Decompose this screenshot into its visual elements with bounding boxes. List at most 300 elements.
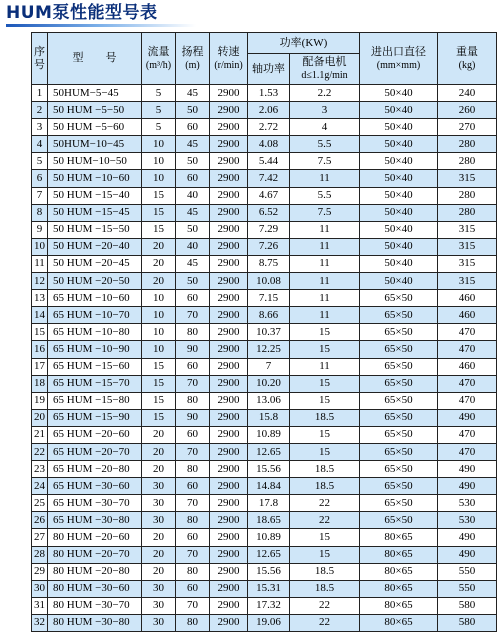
motor-cell: 22 [290, 495, 360, 512]
model-cell: 50 HUM −20−40 [48, 238, 142, 255]
shaft-power-cell: 19.06 [248, 614, 290, 631]
shaft-power-cell: 10.89 [248, 426, 290, 443]
table-row [32, 614, 497, 631]
seq-cell: 14 [32, 307, 48, 324]
table-row [32, 170, 497, 187]
weight-cell: 270 [438, 119, 497, 136]
shaft-power-cell: 2.06 [248, 102, 290, 119]
speed-cell: 2900 [210, 375, 248, 392]
seq-cell: 20 [32, 409, 48, 426]
weight-cell: 315 [438, 170, 497, 187]
table-row [32, 597, 497, 614]
speed-cell: 2900 [210, 597, 248, 614]
seq-cell: 31 [32, 597, 48, 614]
table-row [32, 443, 497, 460]
table-row [32, 221, 497, 238]
motor-cell: 18.5 [290, 461, 360, 478]
model-cell: 65 HUM −10−80 [48, 324, 142, 341]
diameter-cell: 50×40 [360, 136, 438, 153]
model-cell: 50HUM−10−45 [48, 136, 142, 153]
seq-cell: 5 [32, 153, 48, 170]
flow-cell: 30 [142, 580, 176, 597]
diameter-cell: 65×50 [360, 307, 438, 324]
motor-cell: 15 [290, 546, 360, 563]
shaft-power-cell: 4.08 [248, 136, 290, 153]
flow-cell: 10 [142, 170, 176, 187]
weight-cell: 315 [438, 273, 497, 290]
head-cell: 80 [176, 512, 210, 529]
table-row [32, 238, 497, 255]
motor-cell: 15 [290, 392, 360, 409]
seq-cell: 29 [32, 563, 48, 580]
shaft-power-cell: 15.8 [248, 409, 290, 426]
weight-cell: 490 [438, 529, 497, 546]
diameter-cell: 65×50 [360, 443, 438, 460]
model-cell: 50 HUM −15−50 [48, 221, 142, 238]
model-cell: 65 HUM −15−90 [48, 409, 142, 426]
seq-cell: 12 [32, 273, 48, 290]
seq-cell: 11 [32, 255, 48, 272]
table-row [32, 187, 497, 204]
diameter-cell: 50×40 [360, 221, 438, 238]
title-underline [6, 24, 196, 27]
seq-cell: 1 [32, 85, 48, 102]
header-motor: 配备电机 d≤1.1g/min [290, 54, 360, 85]
model-cell: 50 HUM−10−50 [48, 153, 142, 170]
shaft-power-cell: 7.26 [248, 238, 290, 255]
flow-cell: 20 [142, 563, 176, 580]
model-cell: 80 HUM −20−70 [48, 546, 142, 563]
flow-cell: 5 [142, 102, 176, 119]
table-row [32, 409, 497, 426]
shaft-power-cell: 10.37 [248, 324, 290, 341]
table-row [32, 341, 497, 358]
motor-cell: 15 [290, 375, 360, 392]
head-cell: 90 [176, 409, 210, 426]
flow-cell: 30 [142, 495, 176, 512]
seq-cell: 32 [32, 614, 48, 631]
model-cell: 65 HUM −15−70 [48, 375, 142, 392]
motor-cell: 11 [290, 290, 360, 307]
seq-cell: 17 [32, 358, 48, 375]
motor-cell: 5.5 [290, 136, 360, 153]
model-cell: 65 HUM −10−70 [48, 307, 142, 324]
table-row [32, 512, 497, 529]
motor-cell: 15 [290, 341, 360, 358]
model-cell: 80 HUM −30−60 [48, 580, 142, 597]
table-row [32, 546, 497, 563]
speed-cell: 2900 [210, 563, 248, 580]
header-speed: 转速 (r/min) [210, 33, 248, 85]
head-cell: 70 [176, 307, 210, 324]
weight-cell: 490 [438, 546, 497, 563]
seq-cell: 25 [32, 495, 48, 512]
speed-cell: 2900 [210, 324, 248, 341]
model-cell: 65 HUM −30−60 [48, 478, 142, 495]
model-cell: 65 HUM −15−60 [48, 358, 142, 375]
speed-cell: 2900 [210, 580, 248, 597]
table-row [32, 102, 497, 119]
flow-cell: 20 [142, 238, 176, 255]
weight-cell: 470 [438, 324, 497, 341]
seq-cell: 9 [32, 221, 48, 238]
speed-cell: 2900 [210, 255, 248, 272]
shaft-power-cell: 6.52 [248, 204, 290, 221]
motor-cell: 11 [290, 307, 360, 324]
seq-cell: 4 [32, 136, 48, 153]
weight-cell: 580 [438, 614, 497, 631]
flow-cell: 10 [142, 307, 176, 324]
table-row [32, 273, 497, 290]
seq-cell: 27 [32, 529, 48, 546]
flow-cell: 30 [142, 478, 176, 495]
head-cell: 60 [176, 170, 210, 187]
flow-cell: 10 [142, 153, 176, 170]
diameter-cell: 65×50 [360, 341, 438, 358]
weight-cell: 530 [438, 512, 497, 529]
seq-cell: 8 [32, 204, 48, 221]
speed-cell: 2900 [210, 614, 248, 631]
table-row [32, 426, 497, 443]
model-cell: 80 HUM −30−70 [48, 597, 142, 614]
model-cell: 50 HUM −5−60 [48, 119, 142, 136]
speed-cell: 2900 [210, 119, 248, 136]
diameter-cell: 65×50 [360, 495, 438, 512]
flow-cell: 15 [142, 392, 176, 409]
model-cell: 50 HUM −20−45 [48, 255, 142, 272]
head-cell: 70 [176, 546, 210, 563]
diameter-cell: 50×40 [360, 153, 438, 170]
table-row [32, 290, 497, 307]
head-cell: 45 [176, 204, 210, 221]
weight-cell: 460 [438, 358, 497, 375]
shaft-power-cell: 10.20 [248, 375, 290, 392]
model-cell: 50HUM−5−45 [48, 85, 142, 102]
model-cell: 65 HUM −10−60 [48, 290, 142, 307]
diameter-cell: 50×40 [360, 187, 438, 204]
table-row [32, 324, 497, 341]
diameter-cell: 65×50 [360, 290, 438, 307]
header-flow: 流量 (m³/h) [142, 33, 176, 85]
weight-cell: 490 [438, 461, 497, 478]
model-cell: 80 HUM −20−60 [48, 529, 142, 546]
seq-cell: 19 [32, 392, 48, 409]
flow-cell: 15 [142, 187, 176, 204]
speed-cell: 2900 [210, 85, 248, 102]
speed-cell: 2900 [210, 221, 248, 238]
speed-cell: 2900 [210, 409, 248, 426]
speed-cell: 2900 [210, 307, 248, 324]
diameter-cell: 50×40 [360, 170, 438, 187]
motor-cell: 11 [290, 238, 360, 255]
table-row [32, 392, 497, 409]
header-diameter: 进出口直径 (mm×mm) [360, 33, 438, 85]
speed-cell: 2900 [210, 512, 248, 529]
weight-cell: 470 [438, 375, 497, 392]
weight-cell: 280 [438, 204, 497, 221]
speed-cell: 2900 [210, 273, 248, 290]
head-cell: 90 [176, 341, 210, 358]
head-cell: 60 [176, 529, 210, 546]
diameter-cell: 50×40 [360, 85, 438, 102]
speed-cell: 2900 [210, 136, 248, 153]
flow-cell: 10 [142, 341, 176, 358]
motor-cell: 15 [290, 426, 360, 443]
weight-cell: 315 [438, 221, 497, 238]
page-title: HUM泵性能型号表 [6, 3, 158, 23]
model-cell: 65 HUM −15−80 [48, 392, 142, 409]
motor-cell: 7.5 [290, 153, 360, 170]
head-cell: 70 [176, 443, 210, 460]
flow-cell: 10 [142, 290, 176, 307]
shaft-power-cell: 12.65 [248, 546, 290, 563]
diameter-cell: 80×65 [360, 580, 438, 597]
flow-cell: 30 [142, 597, 176, 614]
head-cell: 40 [176, 238, 210, 255]
shaft-power-cell: 13.06 [248, 392, 290, 409]
weight-cell: 260 [438, 102, 497, 119]
weight-cell: 280 [438, 153, 497, 170]
speed-cell: 2900 [210, 461, 248, 478]
motor-cell: 15 [290, 443, 360, 460]
speed-cell: 2900 [210, 392, 248, 409]
shaft-power-cell: 8.66 [248, 307, 290, 324]
model-cell: 65 HUM −30−70 [48, 495, 142, 512]
flow-cell: 30 [142, 614, 176, 631]
flow-cell: 30 [142, 512, 176, 529]
shaft-power-cell: 10.08 [248, 273, 290, 290]
motor-cell: 3 [290, 102, 360, 119]
head-cell: 45 [176, 136, 210, 153]
head-cell: 80 [176, 563, 210, 580]
flow-cell: 20 [142, 461, 176, 478]
head-cell: 60 [176, 426, 210, 443]
flow-cell: 5 [142, 119, 176, 136]
flow-cell: 10 [142, 324, 176, 341]
table-row [32, 375, 497, 392]
weight-cell: 470 [438, 443, 497, 460]
diameter-cell: 65×50 [360, 512, 438, 529]
head-cell: 80 [176, 614, 210, 631]
head-cell: 60 [176, 478, 210, 495]
table-row [32, 136, 497, 153]
head-cell: 70 [176, 375, 210, 392]
header-shaft-power: 轴功率 [248, 54, 290, 85]
shaft-power-cell: 7.42 [248, 170, 290, 187]
motor-cell: 22 [290, 512, 360, 529]
flow-cell: 10 [142, 136, 176, 153]
head-cell: 50 [176, 221, 210, 238]
head-cell: 80 [176, 324, 210, 341]
weight-cell: 315 [438, 255, 497, 272]
shaft-power-cell: 14.84 [248, 478, 290, 495]
diameter-cell: 80×65 [360, 546, 438, 563]
speed-cell: 2900 [210, 204, 248, 221]
diameter-cell: 80×65 [360, 529, 438, 546]
table-body [32, 85, 497, 632]
diameter-cell: 65×50 [360, 375, 438, 392]
motor-cell: 11 [290, 255, 360, 272]
model-cell: 65 HUM −30−80 [48, 512, 142, 529]
head-cell: 60 [176, 119, 210, 136]
weight-cell: 550 [438, 563, 497, 580]
shaft-power-cell: 2.72 [248, 119, 290, 136]
shaft-power-cell: 12.25 [248, 341, 290, 358]
table-row [32, 307, 497, 324]
shaft-power-cell: 15.56 [248, 461, 290, 478]
weight-cell: 490 [438, 478, 497, 495]
weight-cell: 550 [438, 580, 497, 597]
flow-cell: 20 [142, 443, 176, 460]
flow-cell: 20 [142, 426, 176, 443]
speed-cell: 2900 [210, 153, 248, 170]
seq-cell: 16 [32, 341, 48, 358]
flow-cell: 20 [142, 273, 176, 290]
diameter-cell: 50×40 [360, 102, 438, 119]
motor-cell: 4 [290, 119, 360, 136]
speed-cell: 2900 [210, 290, 248, 307]
head-cell: 60 [176, 580, 210, 597]
diameter-cell: 50×40 [360, 238, 438, 255]
weight-cell: 470 [438, 341, 497, 358]
table-row [32, 563, 497, 580]
diameter-cell: 80×65 [360, 563, 438, 580]
diameter-cell: 65×50 [360, 392, 438, 409]
speed-cell: 2900 [210, 529, 248, 546]
flow-cell: 15 [142, 375, 176, 392]
head-cell: 60 [176, 290, 210, 307]
flow-cell: 20 [142, 529, 176, 546]
table-row [32, 204, 497, 221]
speed-cell: 2900 [210, 102, 248, 119]
head-cell: 50 [176, 153, 210, 170]
weight-cell: 460 [438, 290, 497, 307]
header-seq: 序 号 [32, 33, 48, 85]
seq-cell: 24 [32, 478, 48, 495]
seq-cell: 7 [32, 187, 48, 204]
speed-cell: 2900 [210, 170, 248, 187]
head-cell: 40 [176, 187, 210, 204]
motor-cell: 7.5 [290, 204, 360, 221]
head-cell: 45 [176, 85, 210, 102]
speed-cell: 2900 [210, 238, 248, 255]
diameter-cell: 65×50 [360, 478, 438, 495]
weight-cell: 280 [438, 136, 497, 153]
flow-cell: 5 [142, 85, 176, 102]
shaft-power-cell: 7 [248, 358, 290, 375]
head-cell: 50 [176, 273, 210, 290]
speed-cell: 2900 [210, 495, 248, 512]
head-cell: 70 [176, 495, 210, 512]
seq-cell: 3 [32, 119, 48, 136]
motor-cell: 22 [290, 614, 360, 631]
weight-cell: 530 [438, 495, 497, 512]
diameter-cell: 50×40 [360, 273, 438, 290]
table-row [32, 478, 497, 495]
motor-cell: 5.5 [290, 187, 360, 204]
table-row [32, 119, 497, 136]
weight-cell: 490 [438, 409, 497, 426]
seq-cell: 6 [32, 170, 48, 187]
motor-cell: 11 [290, 221, 360, 238]
shaft-power-cell: 1.53 [248, 85, 290, 102]
header-head: 扬程 (m) [176, 33, 210, 85]
motor-cell: 11 [290, 273, 360, 290]
diameter-cell: 65×50 [360, 324, 438, 341]
head-cell: 80 [176, 392, 210, 409]
weight-cell: 470 [438, 426, 497, 443]
diameter-cell: 65×50 [360, 358, 438, 375]
flow-cell: 15 [142, 221, 176, 238]
weight-cell: 280 [438, 187, 497, 204]
seq-cell: 2 [32, 102, 48, 119]
seq-cell: 22 [32, 443, 48, 460]
seq-cell: 26 [32, 512, 48, 529]
motor-cell: 15 [290, 324, 360, 341]
diameter-cell: 50×40 [360, 204, 438, 221]
diameter-cell: 50×40 [360, 119, 438, 136]
shaft-power-cell: 15.31 [248, 580, 290, 597]
diameter-cell: 80×65 [360, 614, 438, 631]
table-row [32, 153, 497, 170]
weight-cell: 470 [438, 392, 497, 409]
shaft-power-cell: 8.75 [248, 255, 290, 272]
speed-cell: 2900 [210, 187, 248, 204]
shaft-power-cell: 17.32 [248, 597, 290, 614]
speed-cell: 2900 [210, 443, 248, 460]
table-row [32, 529, 497, 546]
flow-cell: 15 [142, 358, 176, 375]
shaft-power-cell: 18.65 [248, 512, 290, 529]
model-cell: 50 HUM −5−50 [48, 102, 142, 119]
speed-cell: 2900 [210, 478, 248, 495]
model-cell: 50 HUM −15−45 [48, 204, 142, 221]
flow-cell: 20 [142, 255, 176, 272]
model-cell: 65 HUM −20−60 [48, 426, 142, 443]
shaft-power-cell: 5.44 [248, 153, 290, 170]
model-cell: 65 HUM −10−90 [48, 341, 142, 358]
seq-cell: 10 [32, 238, 48, 255]
seq-cell: 21 [32, 426, 48, 443]
speed-cell: 2900 [210, 358, 248, 375]
shaft-power-cell: 10.89 [248, 529, 290, 546]
weight-cell: 460 [438, 307, 497, 324]
table-row [32, 255, 497, 272]
motor-cell: 11 [290, 170, 360, 187]
speed-cell: 2900 [210, 426, 248, 443]
shaft-power-cell: 17.8 [248, 495, 290, 512]
seq-cell: 30 [32, 580, 48, 597]
motor-cell: 11 [290, 358, 360, 375]
flow-cell: 15 [142, 204, 176, 221]
seq-cell: 13 [32, 290, 48, 307]
table-row [32, 580, 497, 597]
seq-cell: 15 [32, 324, 48, 341]
motor-cell: 18.5 [290, 580, 360, 597]
shaft-power-cell: 12.65 [248, 443, 290, 460]
speed-cell: 2900 [210, 341, 248, 358]
shaft-power-cell: 4.67 [248, 187, 290, 204]
table-row [32, 85, 497, 102]
model-cell: 80 HUM −30−80 [48, 614, 142, 631]
flow-cell: 20 [142, 546, 176, 563]
diameter-cell: 65×50 [360, 461, 438, 478]
motor-cell: 18.5 [290, 478, 360, 495]
diameter-cell: 80×65 [360, 597, 438, 614]
head-cell: 60 [176, 358, 210, 375]
pump-performance-table [31, 32, 497, 632]
diameter-cell: 65×50 [360, 409, 438, 426]
